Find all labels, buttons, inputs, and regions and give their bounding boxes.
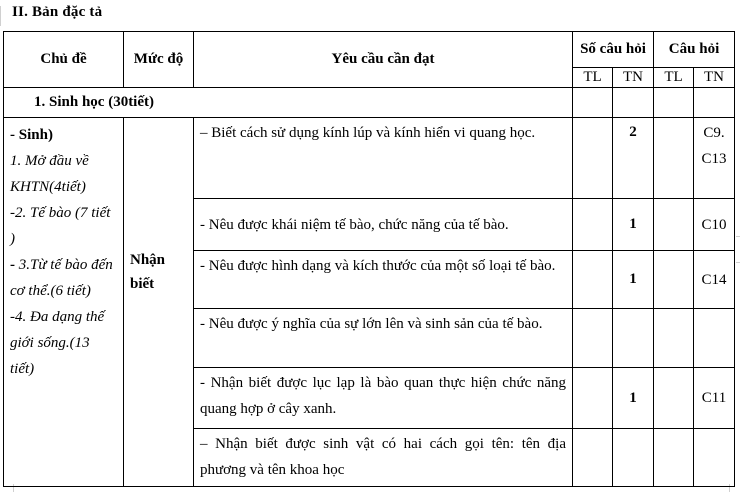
question-tl-cell bbox=[654, 118, 694, 199]
level-cell bbox=[124, 118, 194, 487]
requirement-cell: - Nêu được ý nghĩa của sự lớn lên và sinh sản của tế bào. bbox=[194, 309, 573, 368]
section-question-tl bbox=[654, 88, 694, 118]
topic-item-3-dash: - bbox=[10, 257, 19, 273]
table-row bbox=[4, 118, 735, 199]
section-label: 1. Sinh học (30tiết) bbox=[4, 88, 573, 118]
question-tl-cell bbox=[654, 309, 694, 368]
count-tn-cell: 1 bbox=[613, 199, 654, 251]
question-tn-cell: C11 bbox=[694, 368, 735, 429]
topic-cell bbox=[4, 118, 124, 487]
subheader-question-tn: TN bbox=[694, 68, 735, 88]
requirement-cell: – Nhận biết được sinh vật có hai cách gọi tên: tên địa phương và tên khoa học bbox=[194, 429, 573, 487]
count-tl-cell bbox=[573, 118, 613, 199]
header-level: Mức độ bbox=[124, 32, 194, 88]
topic-heading: - Sinh) bbox=[10, 127, 53, 143]
topic-item-2: -2. Tế bào (7 tiết ) bbox=[10, 205, 111, 247]
count-tn-cell: 1 bbox=[613, 251, 654, 309]
subheader-question-tl: TL bbox=[654, 68, 694, 88]
question-tl-cell bbox=[654, 368, 694, 429]
section-title: II. Bản đặc tả bbox=[12, 4, 103, 20]
subheader-count-tl: TL bbox=[573, 68, 613, 88]
section-row bbox=[4, 88, 735, 118]
question-tl-cell bbox=[654, 199, 694, 251]
header-question-count: Số câu hỏi bbox=[573, 32, 654, 68]
requirement-cell: - Nêu được hình dạng và kích thước của một số loại tế bào. bbox=[194, 251, 573, 309]
count-tl-cell bbox=[573, 251, 613, 309]
section-count-tn bbox=[613, 88, 654, 118]
count-tn-cell: 2 bbox=[613, 118, 654, 199]
header-requirement: Yêu cầu cần đạt bbox=[194, 32, 573, 88]
header-row bbox=[4, 32, 735, 68]
question-tn-cell: C9.C13 bbox=[694, 118, 735, 199]
subheader-count-tn: TN bbox=[613, 68, 654, 88]
topic-item-1: 1. Mở đầu về KHTN(4tiết) bbox=[10, 153, 89, 195]
section-question-tn bbox=[694, 88, 735, 118]
topic-item-3: - 3.Từ tế bào đến cơ thể.(6 tiết) bbox=[10, 257, 113, 299]
count-tl-cell bbox=[573, 199, 613, 251]
specification-table bbox=[3, 31, 735, 487]
page-gutter-mark-top-left bbox=[0, 6, 1, 26]
header-topic: Chủ đề bbox=[4, 32, 124, 88]
section-count-tl bbox=[573, 88, 613, 118]
question-tn-cell: C10 bbox=[694, 199, 735, 251]
count-tn-cell bbox=[613, 309, 654, 368]
count-tl-cell bbox=[573, 429, 613, 487]
level-label: Nhận biết bbox=[130, 252, 166, 292]
requirement-cell: - Nêu được khái niệm tế bào, chức năng của tế bào. bbox=[194, 199, 573, 251]
count-tl-cell bbox=[573, 368, 613, 429]
requirement-cell: - Nhận biết được lục lạp là bào quan thực hiện chức năng quang hợp ở cây xanh. bbox=[194, 368, 573, 429]
count-tn-cell: 1 bbox=[613, 368, 654, 429]
question-tn-cell: C14 bbox=[694, 251, 735, 309]
question-tn-cell bbox=[694, 309, 735, 368]
question-tl-cell bbox=[654, 429, 694, 487]
count-tn-cell bbox=[613, 429, 654, 487]
requirement-cell: – Biết cách sử dụng kính lúp và kính hiển vi quang học. bbox=[194, 118, 573, 199]
topic-item-4: -4. Đa dạng thế giới sống.(13 tiết) bbox=[10, 309, 105, 377]
header-questions: Câu hỏi bbox=[654, 32, 735, 68]
count-tl-cell bbox=[573, 309, 613, 368]
page-gutter-mark-right bbox=[736, 236, 740, 237]
question-tl-cell bbox=[654, 251, 694, 309]
question-tn-cell bbox=[694, 429, 735, 487]
page-gutter-mark-right-2 bbox=[736, 262, 740, 263]
